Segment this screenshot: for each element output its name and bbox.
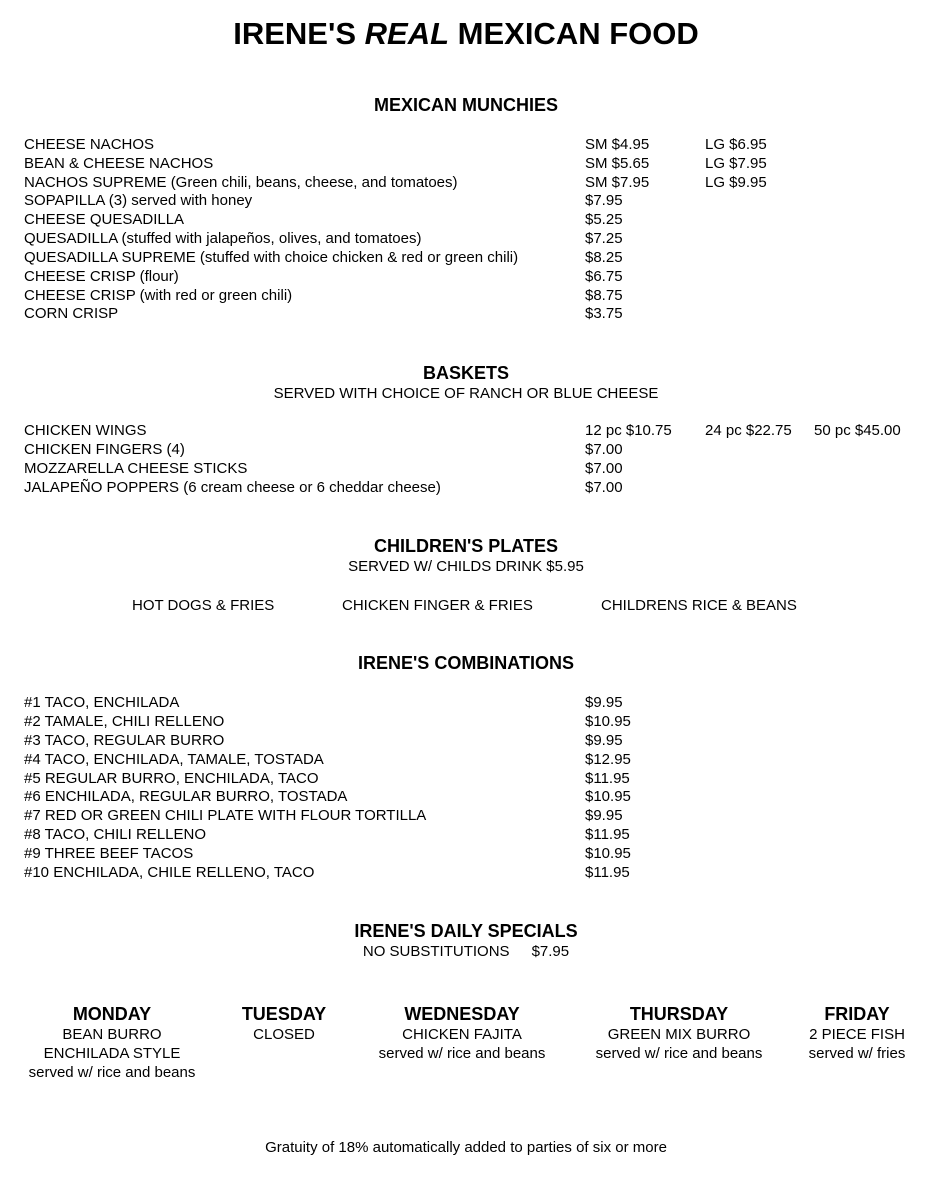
item-price: $7.00 <box>585 460 623 477</box>
item-name: #2 TAMALE, CHILI RELLENO <box>24 713 225 730</box>
children-subheading: SERVED W/ CHILDS DRINK $5.95 <box>348 558 584 575</box>
list-item <box>0 210 932 229</box>
children-heading: CHILDREN'S PLATES <box>374 536 558 556</box>
day-line: BEAN BURRO <box>62 1026 162 1043</box>
list-item <box>0 478 932 497</box>
item-name: #6 ENCHILADA, REGULAR BURRO, TOSTADA <box>24 788 348 805</box>
specials-heading: IRENE'S DAILY SPECIALS <box>354 921 578 941</box>
day-line: ENCHILADA STYLE <box>43 1045 181 1062</box>
day-line: GREEN MIX BURRO <box>607 1026 751 1043</box>
list-item <box>0 693 932 712</box>
item-price-large: LG $6.95 <box>705 136 767 153</box>
item-name: CHICKEN FINGERS (4) <box>24 441 185 458</box>
item-name: #3 TACO, REGULAR BURRO <box>24 732 225 749</box>
item-price-large: LG $9.95 <box>705 174 767 191</box>
item-price: $7.00 <box>585 479 623 496</box>
specials-note-line <box>0 942 932 961</box>
baskets-subheading: SERVED WITH CHOICE OF RANCH OR BLUE CHEESE <box>273 385 659 402</box>
gratuity-note: Gratuity of 18% automatically added to parties of six or more <box>265 1139 667 1156</box>
item-name: CHEESE QUESADILLA <box>24 211 185 228</box>
list-item <box>0 825 932 844</box>
item-name: CHEESE NACHOS <box>24 136 155 153</box>
list-item <box>0 750 932 769</box>
item-price: $7.95 <box>585 192 623 209</box>
item-price: $7.25 <box>585 230 623 247</box>
special-monday <box>22 1003 202 1082</box>
special-friday <box>797 1003 917 1063</box>
list-item <box>0 806 932 825</box>
item-name: CHEESE CRISP (with red or green chili) <box>24 287 293 304</box>
item-price: $10.95 <box>585 788 631 805</box>
item-price: $9.95 <box>585 732 623 749</box>
item-price: $6.75 <box>585 268 623 285</box>
menu-title <box>0 14 932 54</box>
day-name: FRIDAY <box>824 1004 890 1024</box>
list-item <box>0 248 932 267</box>
list-item <box>0 135 932 154</box>
item-name: BEAN & CHEESE NACHOS <box>24 155 214 172</box>
item-price-50pc: 50 pc $45.00 <box>814 422 901 439</box>
list-item <box>0 191 932 210</box>
item-price: $11.95 <box>585 826 630 843</box>
list-item <box>0 304 932 323</box>
item-name: CORN CRISP <box>24 305 119 322</box>
item-price-24pc: 24 pc $22.75 <box>705 422 792 439</box>
item-price: $9.95 <box>585 694 623 711</box>
item-price: $11.95 <box>585 770 630 787</box>
item-price: $3.75 <box>585 305 623 322</box>
item-name: JALAPEÑO POPPERS (6 cream cheese or 6 cheddar cheese) <box>24 479 441 496</box>
item-price-large: LG $7.95 <box>705 155 767 172</box>
special-wednesday <box>371 1003 553 1063</box>
list-item <box>0 787 932 806</box>
item-name: QUESADILLA SUPREME (stuffed with choice chicken & red or green chili) <box>24 249 519 266</box>
combinations-heading: IRENE'S COMBINATIONS <box>358 653 574 673</box>
children-item: HOT DOGS & FRIES <box>132 597 275 614</box>
specials-price: $7.95 <box>531 943 570 960</box>
list-item <box>0 844 932 863</box>
item-price: $8.25 <box>585 249 623 266</box>
day-name: MONDAY <box>72 1004 152 1024</box>
item-price-small: SM $4.95 <box>585 136 650 153</box>
item-name: QUESADILLA (stuffed with jalapeños, olives, and tomatoes) <box>24 230 422 247</box>
special-thursday <box>589 1003 769 1063</box>
list-item <box>0 229 932 248</box>
item-price: $7.00 <box>585 441 623 458</box>
day-name: WEDNESDAY <box>404 1004 520 1024</box>
item-price-12pc: 12 pc $10.75 <box>585 422 672 439</box>
list-item <box>0 459 932 478</box>
item-price: $8.75 <box>585 287 623 304</box>
special-tuesday <box>224 1003 344 1044</box>
list-item <box>0 863 932 882</box>
item-price: $10.95 <box>585 713 631 730</box>
day-name: THURSDAY <box>629 1004 729 1024</box>
item-name: #7 RED OR GREEN CHILI PLATE WITH FLOUR TORTILLA <box>24 807 427 824</box>
children-item: CHICKEN FINGER & FRIES <box>342 597 533 614</box>
title-part1: IRENE'S <box>233 16 365 51</box>
specials-note: NO SUBSTITUTIONS <box>362 943 510 960</box>
list-item <box>0 731 932 750</box>
day-line: served w/ fries <box>808 1045 906 1062</box>
list-item <box>0 440 932 459</box>
item-name: #5 REGULAR BURRO, ENCHILADA, TACO <box>24 770 319 787</box>
item-name: CHICKEN WINGS <box>24 422 147 439</box>
item-price: $9.95 <box>585 807 623 824</box>
item-name: MOZZARELLA CHEESE STICKS <box>24 460 248 477</box>
item-name: #10 ENCHILADA, CHILE RELLENO, TACO <box>24 864 315 881</box>
baskets-heading: BASKETS <box>422 363 509 383</box>
item-name: #1 TACO, ENCHILADA <box>24 694 180 711</box>
list-item <box>0 769 932 788</box>
day-line: served w/ rice and beans <box>595 1045 763 1062</box>
list-item <box>0 154 932 173</box>
item-name: NACHOS SUPREME (Green chili, beans, cheese, and tomatoes) <box>24 174 458 191</box>
title-part2: MEXICAN FOOD <box>449 16 699 51</box>
munchies-heading: MEXICAN MUNCHIES <box>373 95 558 115</box>
title-emphasis: REAL <box>364 16 450 51</box>
item-name: #9 THREE BEEF TACOS <box>24 845 194 862</box>
list-item <box>0 421 932 440</box>
item-price-small: SM $7.95 <box>585 174 650 191</box>
item-price: $10.95 <box>585 845 631 862</box>
item-price-small: SM $5.65 <box>585 155 650 172</box>
day-line: CLOSED <box>253 1026 315 1043</box>
item-price: $11.95 <box>585 864 630 881</box>
day-line: served w/ rice and beans <box>378 1045 546 1062</box>
list-item <box>0 286 932 305</box>
children-item: CHILDRENS RICE & BEANS <box>601 597 797 614</box>
item-name: #8 TACO, CHILI RELLENO <box>24 826 207 843</box>
list-item <box>0 712 932 731</box>
item-name: CHEESE CRISP (flour) <box>24 268 179 285</box>
list-item <box>0 267 932 286</box>
list-item <box>0 173 932 192</box>
day-line: served w/ rice and beans <box>28 1064 196 1081</box>
item-price: $5.25 <box>585 211 623 228</box>
item-name: SOPAPILLA (3) served with honey <box>24 192 253 209</box>
day-name: TUESDAY <box>241 1004 327 1024</box>
day-line: 2 PIECE FISH <box>809 1026 905 1043</box>
day-line: CHICKEN FAJITA <box>402 1026 522 1043</box>
item-price: $12.95 <box>585 751 631 768</box>
item-name: #4 TACO, ENCHILADA, TAMALE, TOSTADA <box>24 751 324 768</box>
